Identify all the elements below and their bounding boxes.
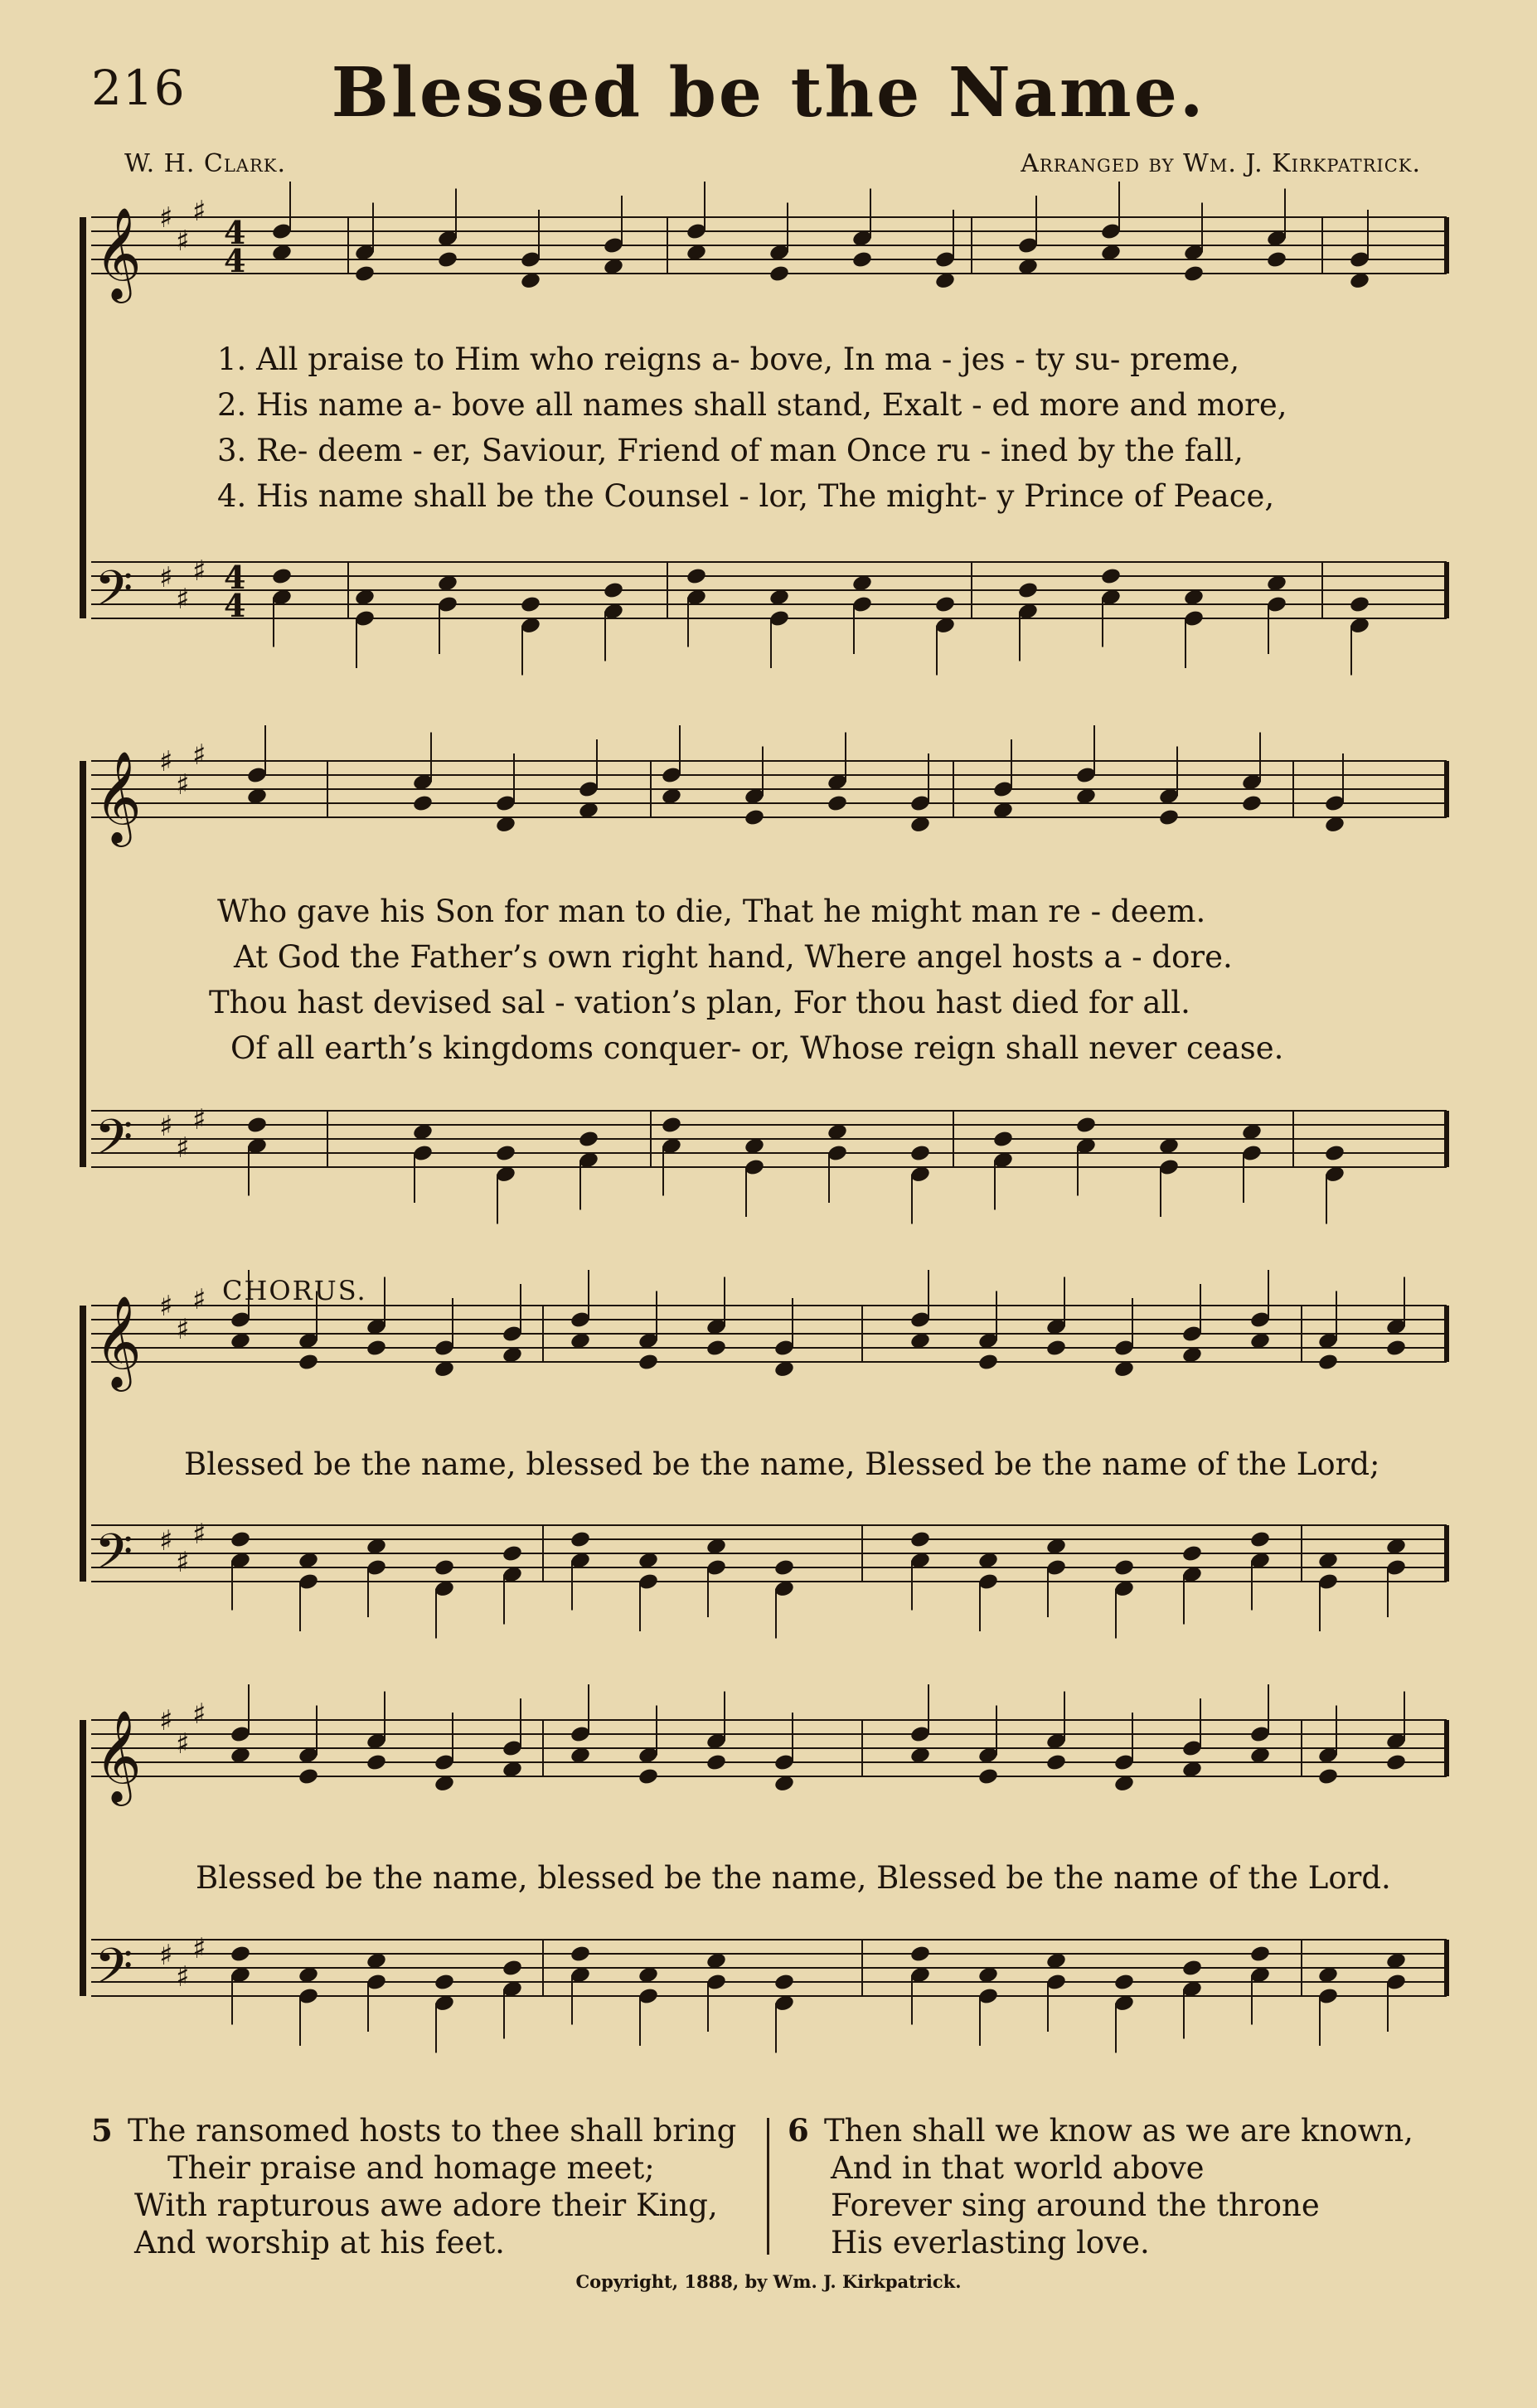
svg-text:𝄢: 𝄢 [95,560,133,629]
svg-text:♯: ♯ [176,1960,190,1994]
verse-line-8: Of all earth’s kingdoms conquer- or, Whose reign shall never cease. [230,1030,1284,1066]
svg-text:♯: ♯ [192,1283,206,1316]
stanza-line: And worship at his feet. [134,2225,505,2260]
verse-line-5: Who gave his Son for man to die, That he might man re - deem. [217,894,1206,929]
stanza-5 [91,2112,736,2261]
svg-text:♯: ♯ [176,1546,190,1579]
stanza-line: With rapturous awe adore their King, [134,2188,718,2223]
stanza-number: 5 [91,2112,113,2149]
chorus-line-1: Blessed be the name, blessed be the name, Blessed be the name of the Lord; [184,1446,1380,1482]
svg-text:𝄞: 𝄞 [95,1709,142,1802]
svg-text:4: 4 [224,559,246,596]
svg-text:♯: ♯ [176,583,190,616]
svg-text:𝄞: 𝄞 [95,1295,142,1388]
svg-text:♯: ♯ [159,1939,173,1972]
svg-text:♯: ♯ [159,1524,173,1558]
svg-text:♯: ♯ [159,1110,173,1143]
svg-text:♯: ♯ [176,1131,190,1165]
svg-text:♯: ♯ [192,1932,206,1965]
svg-text:♯: ♯ [192,195,206,228]
copyright-notice: Copyright, 1888, by Wm. J. Kirkpatrick. [575,2271,962,2292]
chorus-label: CHORUS. [222,1275,367,1306]
svg-text:♯: ♯ [176,1727,190,1761]
chorus-line-2: Blessed be the name, blessed be the name, Blessed be the name of the Lord. [196,1860,1391,1896]
stanza-line: Their praise and homage meet; [167,2150,655,2186]
stanza-line: And in that world above [831,2150,1205,2186]
stanza-line: The ransomed hosts to thee shall bring [128,2113,737,2149]
svg-text:♯: ♯ [176,1313,190,1346]
page-number: 216 [91,60,186,116]
svg-text:𝄢: 𝄢 [95,1937,133,2007]
svg-text:4: 4 [224,242,246,279]
verse-line-6: At God the Father’s own right hand, Where angel hosts a - dore. [234,939,1233,975]
svg-text:♯: ♯ [192,1103,206,1136]
svg-text:♯: ♯ [159,561,173,594]
svg-text:𝄞: 𝄞 [95,750,142,843]
verse-line-3: 3. Re- deem - er, Saviour, Friend of man Once ru - ined by the fall, [217,433,1244,468]
verse-line-1: 1. All praise to Him who reigns a- bove, In ma - jes - ty su- preme, [217,342,1240,377]
verse-line-7: Thou hast devised sal - vation’s plan, For thou hast died for all. [209,985,1190,1020]
svg-text:𝄞: 𝄞 [95,206,142,299]
svg-text:♯: ♯ [192,1698,206,1731]
verse-line-4: 4. His name shall be the Counsel - lor, The might- y Prince of Peace, [217,478,1275,514]
stanza-number: 6 [788,2112,809,2149]
stanza-line: Forever sing around the throne [831,2188,1320,2223]
stanza-line: Then shall we know as we are known, [824,2113,1413,2149]
stanza-divider [767,2118,769,2255]
svg-text:♯: ♯ [159,745,173,778]
svg-text:♯: ♯ [192,739,206,772]
svg-text:♯: ♯ [159,201,173,235]
svg-text:𝄢: 𝄢 [95,1108,133,1178]
svg-text:♯: ♯ [192,1518,206,1551]
svg-text:♯: ♯ [159,1290,173,1323]
stanza-6 [788,2112,1413,2261]
svg-text:𝄢: 𝄢 [95,1523,133,1592]
svg-text:♯: ♯ [176,768,190,802]
svg-text:4: 4 [224,587,246,624]
arranger-credit: Arranged by Wm. J. Kirkpatrick. [1021,149,1421,178]
svg-text:♯: ♯ [159,1704,173,1737]
svg-text:♯: ♯ [192,555,206,588]
hymn-title: Blessed be the Name. [331,53,1206,133]
svg-text:♯: ♯ [176,225,190,258]
author-credit: W. H. Clark. [124,149,286,178]
svg-text:4: 4 [224,214,246,251]
verse-line-2: 2. His name a- bove all names shall stand, Exalt - ed more and more, [217,387,1287,423]
stanza-line: His everlasting love. [831,2225,1150,2260]
